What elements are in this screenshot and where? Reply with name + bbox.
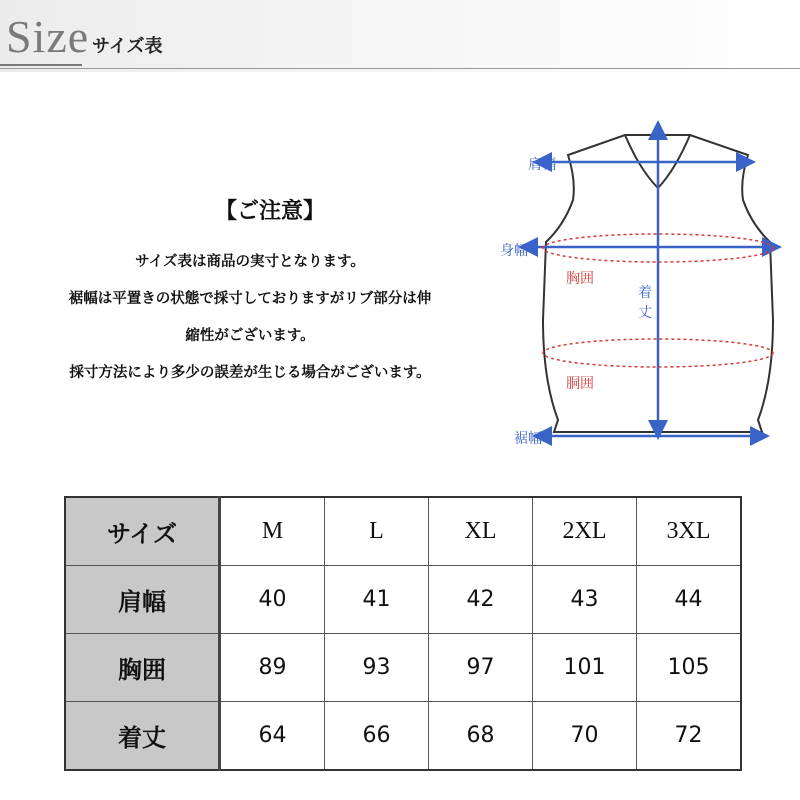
row-label-shoulder: 肩幅 [65, 566, 220, 634]
notice-line: サイズ表は商品の実寸となります。 [135, 253, 365, 270]
table-cell: 41 [325, 566, 429, 634]
table-cell: 40 [220, 566, 325, 634]
table-cell: 72 [637, 702, 742, 771]
size-header-cell: サイズ [65, 497, 220, 566]
notice-line: 縮性がございます。 [185, 327, 315, 344]
table-header-row [65, 497, 741, 566]
table-cell: 93 [325, 634, 429, 702]
table-cell: 64 [220, 702, 325, 771]
length-label-2: 丈 [638, 305, 652, 321]
chest-label: 胸囲 [566, 271, 594, 287]
size-chart-title: サイズ表 [92, 36, 163, 57]
table-cell: 70 [533, 702, 637, 771]
size-table [64, 496, 742, 771]
row-label-chest: 胸囲 [65, 634, 220, 702]
table-row [65, 566, 741, 634]
size-column-header: M [220, 497, 325, 566]
table-row [65, 634, 741, 702]
table-cell: 44 [637, 566, 742, 634]
vest-measurement-diagram [490, 120, 800, 460]
size-column-header: L [325, 497, 429, 566]
table-cell: 66 [325, 702, 429, 771]
notice-line: 裾幅は平置きの状態で採寸しておりますがリブ部分は伸 [68, 290, 432, 307]
shoulder-label: 肩幅 [528, 157, 556, 173]
length-label-1: 着 [638, 285, 652, 301]
notice-text [20, 255, 480, 403]
waist-label: 胴囲 [566, 376, 594, 392]
row-label-length: 着丈 [65, 702, 220, 771]
table-cell: 68 [429, 702, 533, 771]
header-divider [0, 68, 800, 69]
table-cell: 105 [637, 634, 742, 702]
table-row [65, 702, 741, 771]
size-heading: Size [6, 11, 90, 62]
page-header [0, 0, 800, 72]
size-column-header: 3XL [637, 497, 742, 566]
size-column-header: XL [429, 497, 533, 566]
table-cell: 42 [429, 566, 533, 634]
notice-line: 採寸方法により多少の誤差が生じる場合がございます。 [69, 364, 431, 381]
hem-label: 裾幅 [514, 431, 542, 447]
heading-underline [0, 64, 82, 66]
body-width-label: 身幅 [500, 243, 528, 259]
notice-title: 【ご注意】 [214, 198, 325, 224]
table-cell: 97 [429, 634, 533, 702]
size-column-header: 2XL [533, 497, 637, 566]
table-cell: 89 [220, 634, 325, 702]
table-cell: 101 [533, 634, 637, 702]
table-cell: 43 [533, 566, 637, 634]
